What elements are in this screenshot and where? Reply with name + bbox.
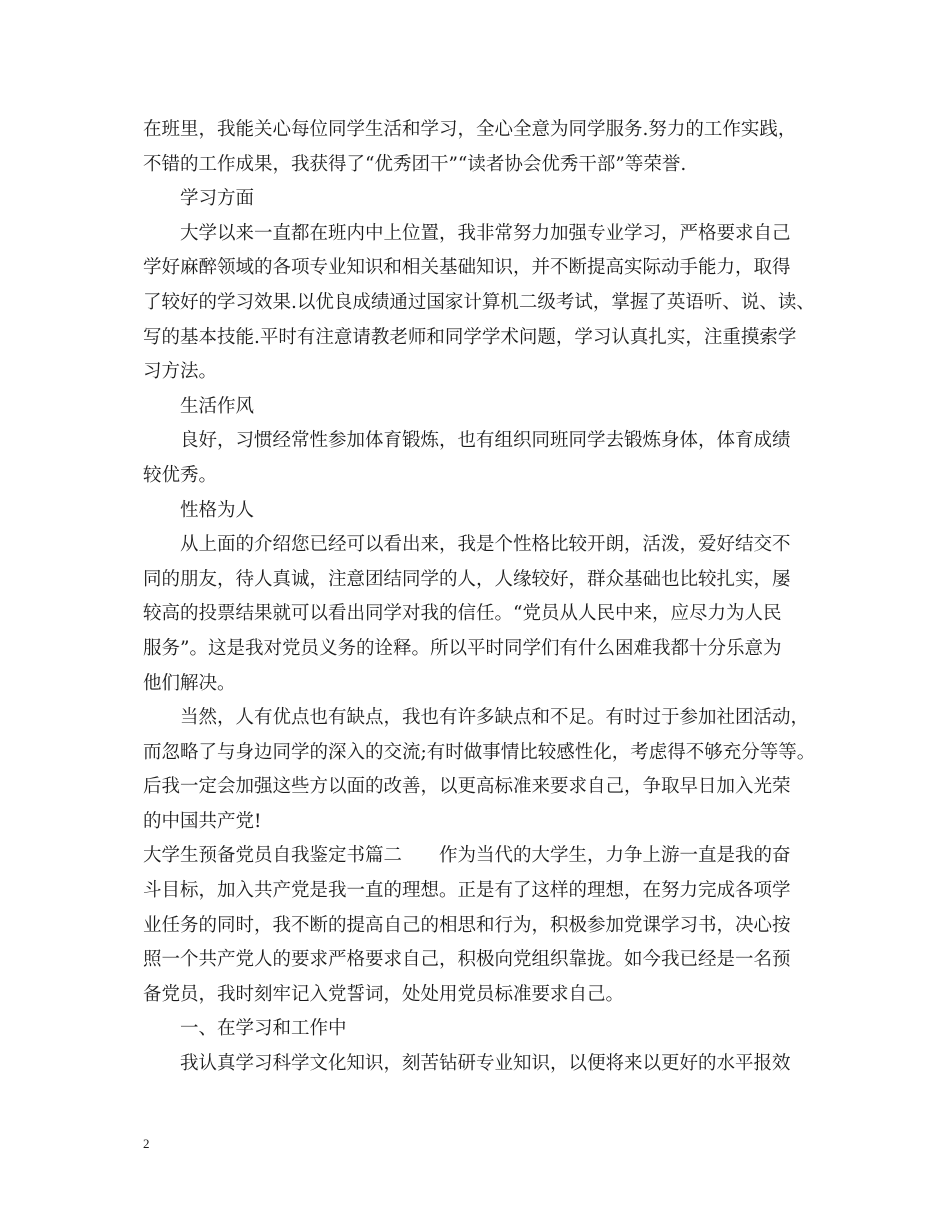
text-line: 生活作风 xyxy=(180,395,255,417)
text-line: 后我一定会加强这些方以面的改善，以更高标准来要求自己，争取早日加入光荣 xyxy=(143,776,791,798)
text-line: 较高的投票结果就可以看出同学对我的信任。“党员从人民中来，应尽力为人民 xyxy=(143,603,782,625)
text-line: 服务”。这是我对党员义务的诠释。所以平时同学们有什么困难我都十分乐意为 xyxy=(143,637,782,659)
page-number: 2 xyxy=(143,1136,150,1151)
text-line: 而忽略了与身边同学的深入的交流;有时做事情比较感性化，考虑得不够充分等等。 xyxy=(143,741,816,763)
text-line: 照一个共产党人的要求严格要求自己，积极向党组织靠拢。如今我已经是一名预 xyxy=(143,949,791,971)
text-line: 大学以来一直都在班内中上位置，我非常努力加强专业学习，严格要求自己 xyxy=(180,222,791,244)
text-line: 斗目标，加入共产党是我一直的理想。正是有了这样的理想，在努力完成各项学 xyxy=(143,880,791,902)
text-line: 写的基本技能.平时有注意请教老师和同学学术问题，学习认真扎实，注重摸索学 xyxy=(143,326,797,348)
text-line: 备党员，我时刻牢记入党誓词，处处用党员标准要求自己。 xyxy=(143,983,625,1005)
text-line: 业任务的同时，我不断的提高自己的相思和行为，积极参加党课学习书，决心按 xyxy=(143,914,791,936)
text-line: 从上面的介绍您已经可以看出来，我是个性格比较开朗，活泼，爱好结交不 xyxy=(180,534,791,556)
text-line: 性格为人 xyxy=(180,499,255,521)
text-line: 我认真学习科学文化知识，刻苦钻研专业知识，以便将来以更好的水平报效 xyxy=(180,1053,791,1075)
text-line: 学好麻醉领域的各项专业知识和相关基础知识，并不断提高实际动手能力，取得 xyxy=(143,257,791,279)
text-line: 的中国共产党! xyxy=(143,810,262,832)
body-text xyxy=(143,113,843,1082)
text-line: 良好，习惯经常性参加体育锻炼，也有组织同班同学去锻炼身体，体育成绩 xyxy=(180,430,791,452)
text-line: 学习方面 xyxy=(180,188,255,210)
text-line: 较优秀。 xyxy=(143,464,218,486)
text-line: 在班里，我能关心每位同学生活和学习，全心全意为同学服务.努力的工作实践， xyxy=(143,119,797,140)
text-line: 他们解决。 xyxy=(143,672,236,694)
text-line: 习方法。 xyxy=(143,361,218,383)
text-line: 大学生预备党员自我鉴定书篇二 作为当代的大学生，力争上游一直是我的奋 xyxy=(143,845,791,867)
text-line: 一、在学习和工作中 xyxy=(180,1018,347,1040)
text-line: 了较好的学习效果.以优良成绩通过国家计算机二级考试，掌握了英语听、说、读、 xyxy=(143,291,815,313)
text-line: 不错的工作成果，我获得了“优秀团干”“读者协会优秀干部”等荣誉. xyxy=(143,153,687,175)
text-line: 同的朋友，待人真诚，注意团结同学的人，人缘较好，群众基础也比较扎实，屡 xyxy=(143,568,791,590)
text-line: 当然，人有优点也有缺点，我也有许多缺点和不足。有时过于参加社团活动， xyxy=(180,707,810,729)
